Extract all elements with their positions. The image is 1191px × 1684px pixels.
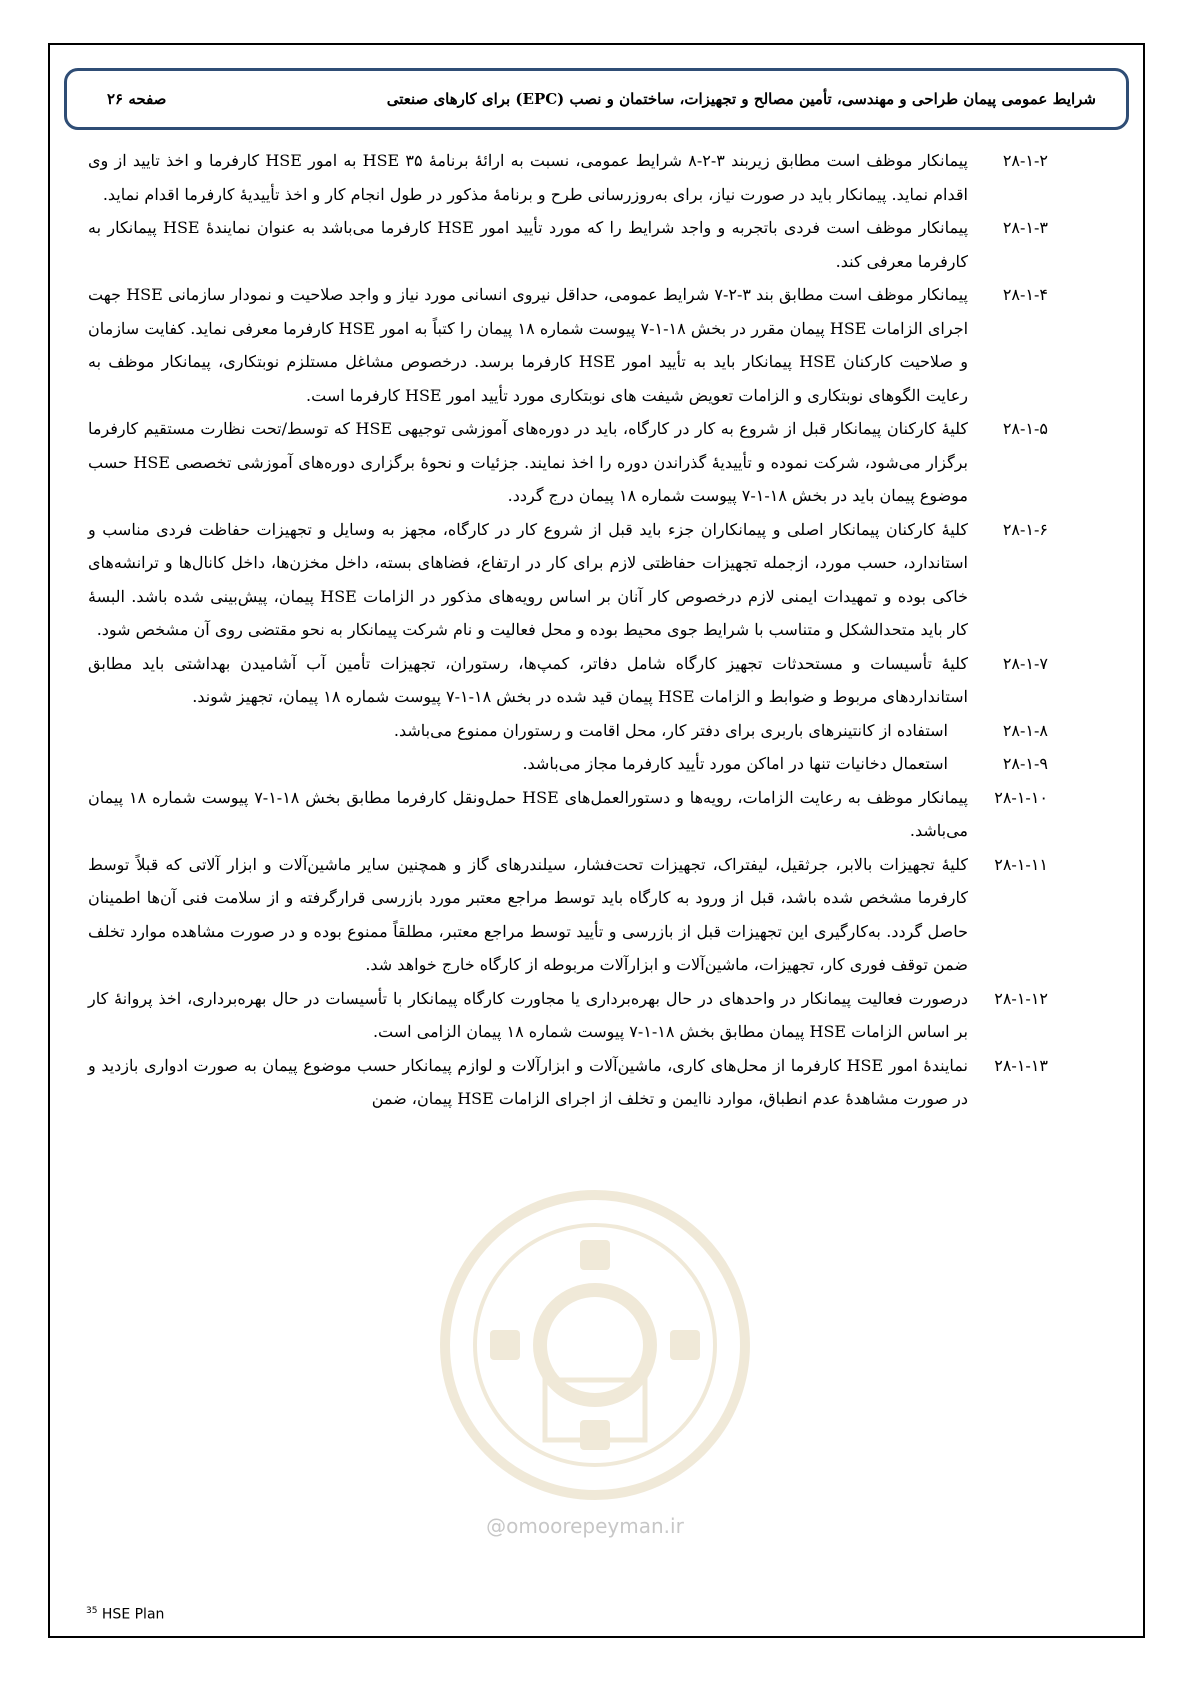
- clause-item: [88, 412, 1048, 513]
- clause-text: پیمانکار موظف است فردی باتجربه و واجد شرایط را که مورد تأیید امور HSE کارفرما می‌باشد به عنوان نمایندهٔ HSE پیمانکار به کارفرما معرفی کند.: [88, 218, 969, 271]
- document-title: شرایط عمومی پیمان طراحی و مهندسی، تأمین مصالح و تجهیزات، ساختمان و نصب (EPC) برای کارهای صنعتی: [386, 90, 1096, 108]
- clause-item: [88, 747, 1048, 781]
- clause-number: ۲۸-۱-۴: [1002, 285, 1048, 304]
- clause-item: [88, 848, 1048, 982]
- clause-number: ۲۸-۱-۷: [1002, 653, 1048, 673]
- clause-item: [88, 982, 1048, 1049]
- seal-watermark-icon: [430, 1180, 760, 1510]
- clause-item: [88, 1049, 1048, 1116]
- footnote: [86, 1606, 164, 1623]
- clause-number: ۲۸-۱-۱۲: [994, 988, 1048, 1008]
- clause-number: ۲۸-۱-۵: [1002, 419, 1048, 438]
- clause-text: پیمانکار موظف است مطابق زیربند ۳-۲-۸ شرایط عمومی، نسبت به ارائهٔ برنامهٔ HSE ۳۵ به امور HSE کارفرما و اخذ تایید از وی اقدام نماید. پیمانکار باید در صورت نیاز، برای به‌روزرسانی طرح و برنامهٔ مذکور در طول انجام کار و اخذ تأییدیهٔ کارفرما اقدام نماید.: [88, 151, 968, 204]
- clause-number: ۲۸-۱-۳: [1002, 218, 1048, 237]
- clause-text: نمایندهٔ امور HSE کارفرما از محل‌های کاری، ماشین‌آلات و ابزارآلات و لوازم پیمانکار حسب موضوع پیمان به صورت ادواری بازدید و در صورت مشاهدهٔ عدم انطباق، موارد ناایمن و تخلف از اجرای الزامات HSE پیمان، ضمن: [88, 1055, 969, 1108]
- clause-number: ۲۸-۱-۱۳: [994, 1055, 1048, 1075]
- clauses-list: [88, 144, 1048, 1116]
- clause-number: ۲۸-۱-۶: [1002, 519, 1048, 539]
- clause-number: ۲۸-۱-۱۱: [994, 854, 1048, 874]
- footnote-mark: 35: [86, 1606, 98, 1616]
- clause-text: استفاده از کانتینرهای باربری برای دفتر کار، محل اقامت و رستوران ممنوع می‌باشد.: [393, 720, 948, 740]
- clause-number: ۲۸-۱-۹: [1002, 754, 1048, 773]
- page-header: [64, 68, 1129, 130]
- watermark-site: @omoorepeyman.ir: [486, 1514, 684, 1538]
- clause-item: [88, 144, 1048, 211]
- clause-text: کلیهٔ کارکنان پیمانکار قبل از شروع به کار در کارگاه، باید در دوره‌های آموزشی توجیهی HSE که توسط/تحت نظارت مستقیم کارفرما برگزار می‌شود، شرکت نموده و تأییدیهٔ گذراندن دوره را اخذ نمایند. جزئیات و نحوهٔ برگزاری دوره‌های آموزشی تخصصی HSE حسب موضوع پیمان باید در بخش ۱۸-۱-۷ پیوست شماره ۱۸ پیمان درج گردد.: [88, 419, 968, 505]
- clause-text: استعمال دخانیات تنها در اماکن مورد تأیید کارفرما مجاز می‌باشد.: [522, 754, 948, 773]
- clause-item: [88, 278, 1048, 412]
- clause-text: پیمانکار موظف به رعایت الزامات، رویه‌ها و دستورالعمل‌های HSE حمل‌ونقل کارفرما مطابق بخش ۱۸-۱-۷ پیوست شماره ۱۸ پیمان می‌باشد.: [88, 787, 969, 840]
- clause-item: [88, 513, 1048, 647]
- footnote-text: HSE Plan: [101, 1606, 165, 1623]
- clause-item: [88, 211, 1048, 278]
- clause-item: [88, 714, 1048, 748]
- page-number: صفحه ۲۶: [107, 90, 167, 108]
- clause-number: ۲۸-۱-۱۰: [994, 787, 1048, 807]
- clause-number: ۲۸-۱-۲: [1002, 151, 1048, 170]
- clause-number: ۲۸-۱-۸: [1002, 720, 1048, 740]
- clause-text: درصورت فعالیت پیمانکار در واحدهای در حال بهره‌برداری یا مجاورت کارگاه پیمانکار با تأسیسات در حال بهره‌برداری، اخذ پروانهٔ کار بر اساس الزامات HSE پیمان مطابق بخش ۱۸-۱-۷ پیوست شماره ۱۸ پیمان الزامی است.: [88, 988, 968, 1041]
- clause-item: [88, 781, 1048, 848]
- clause-text: کلیهٔ کارکنان پیمانکار اصلی و پیمانکاران جزء باید قبل از شروع کار در کارگاه، مجهز به وسایل و تجهیزات حفاظت فردی مناسب و استاندارد، حسب مورد، ازجمله تجهیزات حفاظتی لازم برای کار در ارتفاع، فضاهای بسته، داخل مخزن‌ها، داخل کانال‌ها و ترانشه‌های خاکی بوده و تمهیدات ایمنی لازم درخصوص کار آنان بر اساس رویه‌های مذکور در الزامات HSE پیمان، پیش‌بینی شده باشد. البسهٔ کار باید متحدالشکل و متناسب با شرایط جوی محیط بوده و محل فعالیت و نام شرکت پیمانکار به نحو مقتضی روی آن مشخص شود.: [88, 519, 969, 639]
- clause-text: پیمانکار موظف است مطابق بند ۳-۲-۷ شرایط عمومی، حداقل نیروی انسانی مورد نیاز و واجد صلاحیت و نمودار سازمانی HSE جهت اجرای الزامات HSE پیمان مقرر در بخش ۱۸-۱-۷ پیوست شماره ۱۸ پیمان را کتباً به امور HSE کارفرما معرفی نماید. کفایت سازمان و صلاحیت کارکنان HSE پیمانکار باید به تأیید امور HSE کارفرما برسد. درخصوص مشاغل مستلزم نوبتکاری، پیمانکار موظف به رعایت الگوهای نوبتکاری و الزامات تعویض شیفت های نوبتکاری مورد تأیید امور HSE کارفرما است.: [88, 285, 969, 405]
- clause-item: [88, 647, 1048, 714]
- clause-text: کلیهٔ تأسیسات و مستحدثات تجهیز کارگاه شامل دفاتر، کمپ‌ها، رستوران، تجهیزات تأمین آب آشامیدن بهداشتی باید مطابق استانداردهای مربوط و ضوابط و الزامات HSE پیمان قید شده در بخش ۱۸-۱-۷ پیوست شماره ۱۸ پیمان، تجهیز شوند.: [88, 653, 968, 706]
- clause-text: کلیهٔ تجهیزات بالابر، جرثقیل، لیفتراک، تجهیزات تحت‌فشار، سیلندرهای گاز و همچنین سایر ماشین‌آلات و ابزار آلاتی که قبلاً توسط کارفرما مشخص شده باشد، قبل از ورود به کارگاه باید توسط مراجع معتبر مورد بازرسی قرارگرفته و از سلامت فنی آن‌ها اطمینان حاصل گردد. به‌کارگیری این تجهیزات قبل از بازرسی و تأیید توسط مراجع معتبر، مطلقاً ممنوع بوده و در صورت مشاهده موارد تخلف ضمن توقف فوری کار، تجهیزات، ماشین‌آلات و ابزارآلات مربوطه از کارگاه خارج خواهد شد.: [88, 854, 968, 974]
